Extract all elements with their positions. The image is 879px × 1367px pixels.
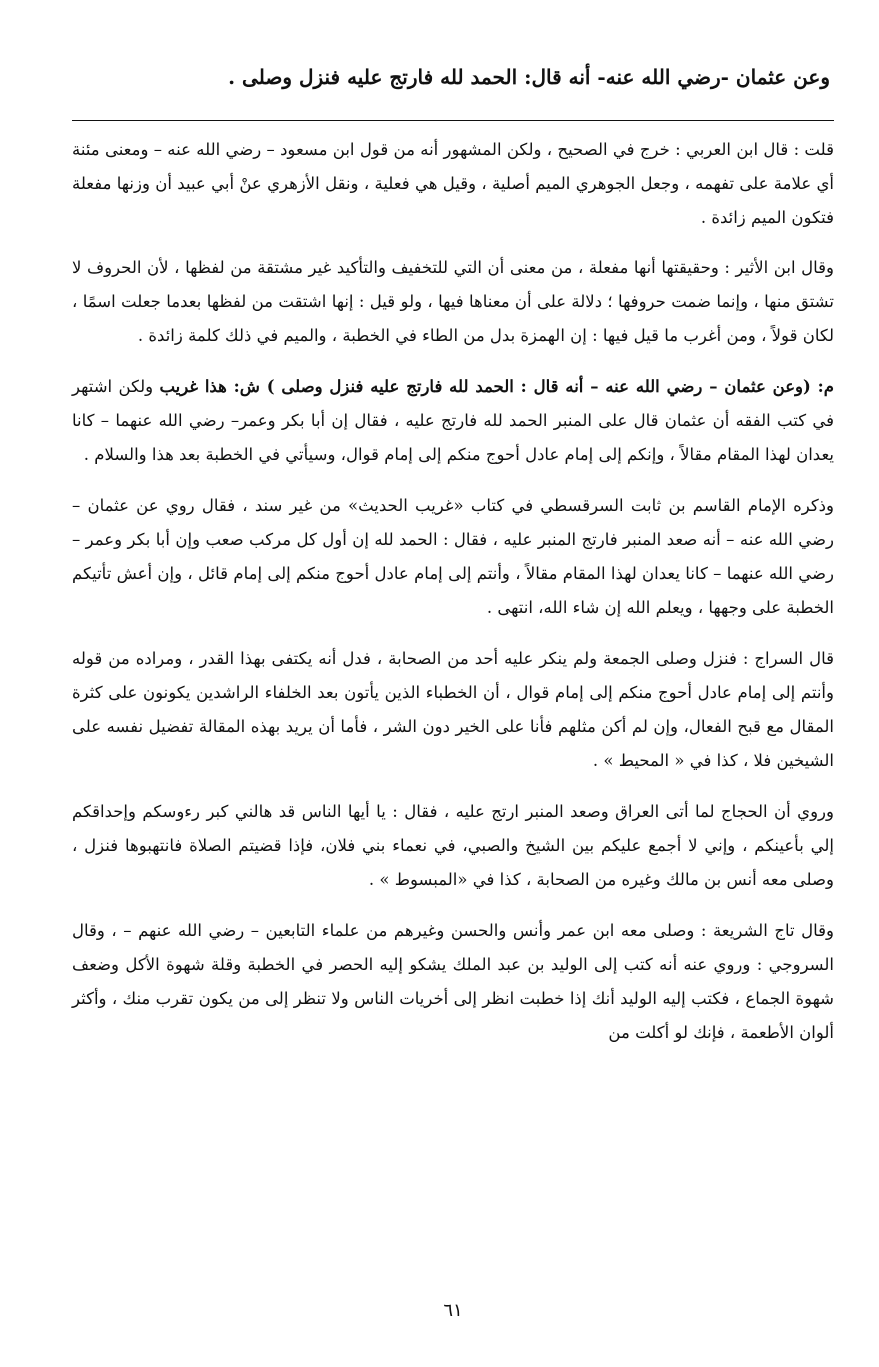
paragraph-ibn-al-arabi: قلت : قال ابن العربي : خرج في الصحيح ، ولكن المشهور أنه من قول ابن مسعود – رضي الله عنه – ومعنى مئنة أي علامة على تفهمه ، وجعل الجوهري الميم أصلية ، وقيل هي فعلية ، ونقل الأزهري عنْ أبي عبيد أن وزنها مفعلة فتكون الميم زائدة . <box>72 140 834 227</box>
matn-lead: م: (وعن عثمان – رضي الله عنه – أنه قال : الحمد لله فارتج عليه فنزل وصلى ) ش: هذا غريب <box>159 377 834 396</box>
book-page <box>72 62 834 1352</box>
paragraph-matn-uthman <box>72 370 834 472</box>
hadith-header: وعن عثمان -رضي الله عنه- أنه قال: الحمد لله فارتج عليه فنزل وصلى . <box>228 65 830 89</box>
commentary-body <box>72 133 834 1050</box>
paragraph-al-siraj: قال السراج : فنزل وصلى الجمعة ولم ينكر عليه أحد من الصحابة ، فدل أنه يكتفى بهذا القدر ، ومراده من قوله وأنتم إلى إمام عادل أحوج منكم إلى إمام قوال ، أن الخطباء الذين يأتون بعد الخلفاء الراشدين يكونون على كثرة المقال مع قبح الفعال، وإن لم أكن مثلهم فأنا على الخير دون الشر ، فأما أن يريد بهذه المقالة تفضيل نفسه على الشيخين فلا ، كذا في « المحيط » . <box>72 649 834 770</box>
matn-commentary: ولكن اشتهر في كتب الفقه أن عثمان قال على المنبر الحمد لله فارتج عليه ، فقال إن أبا بكر وعمر– رضي الله عنهما – كانا يعدان لهذا المقام مقالاً ، وإنكم إلى إمام عادل أحوج منكم إلى إمام قوال، وسيأتي في الخطبة بعد هذا والسلام . <box>72 377 834 464</box>
page-number: ٦١ <box>443 1300 463 1321</box>
paragraph-taj-al-sharia: وقال تاج الشريعة : وصلى معه ابن عمر وأنس والحسن وغيرهم من علماء التابعين – رضي الله عنهم – ، وقال السروجي : وروي عنه أنه كتب إلى الوليد بن عبد الملك يشكو إليه الحصر في الخطبة وقلة شهوة الأكل وضعف شهوة الجماع ، فكتب إليه الوليد أنك إذا خطبت انظر إلى أخريات الناس ولا تنظر إلى من يكون تقرب منك ، وأكثر ألوان الأطعمة ، فإنك لو أكلت من <box>72 921 834 1042</box>
paragraph-ibn-al-athir: وقال ابن الأثير : وحقيقتها أنها مفعلة ، من معنى أن التي للتخفيف والتأكيد غير مشتقة من لفظها ، لأن الحروف لا تشتق منها ، وإنما ضمت حروفها ؛ دلالة على أن معناها فيها ، ولو قيل : إنها اشتقت من لفظها بعدما جعلت اسمًا ، لكان قولاً ، ومن أغرب ما قيل فيها : إن الهمزة بدل من الطاء في الخطبة ، والميم في ذلك كلمة زائدة . <box>72 258 834 345</box>
paragraph-al-hajjaj: وروي أن الحجاج لما أتى العراق وصعد المنبر ارتج عليه ، فقال : يا أيها الناس قد هالني كبر رءوسكم وإحداقكم إلي بأعينكم ، وإني لا أجمع عليكم بين الشيخ والصبي، في نعماء بني فلان، فإذا قضيتم الصلاة فانتهبوها فنزل ، وصلى معه أنس بن مالك وغيره من الصحابة ، كذا في «المبسوط » . <box>72 802 834 889</box>
paragraph-saraqusti: وذكره الإمام القاسم بن ثابت السرقسطي في كتاب «غريب الحديث» من غير سند ، فقال روي عن عثمان – رضي الله عنه – أنه صعد المنبر فارتج المنبر عليه ، فقال : الحمد لله إن أول كل مركب صعب وإن أبا بكر وعمر – رضي الله عنهما – كانا يعدان لهذا المقام مقالاً ، وأنتم إلى إمام عادل أحوج منكم إلى إمام قائل ، وإن أعش تأتيكم الخطبة على وجهها ، ويعلم الله إن شاء الله، انتهى . <box>72 496 834 617</box>
header-divider <box>72 120 834 121</box>
